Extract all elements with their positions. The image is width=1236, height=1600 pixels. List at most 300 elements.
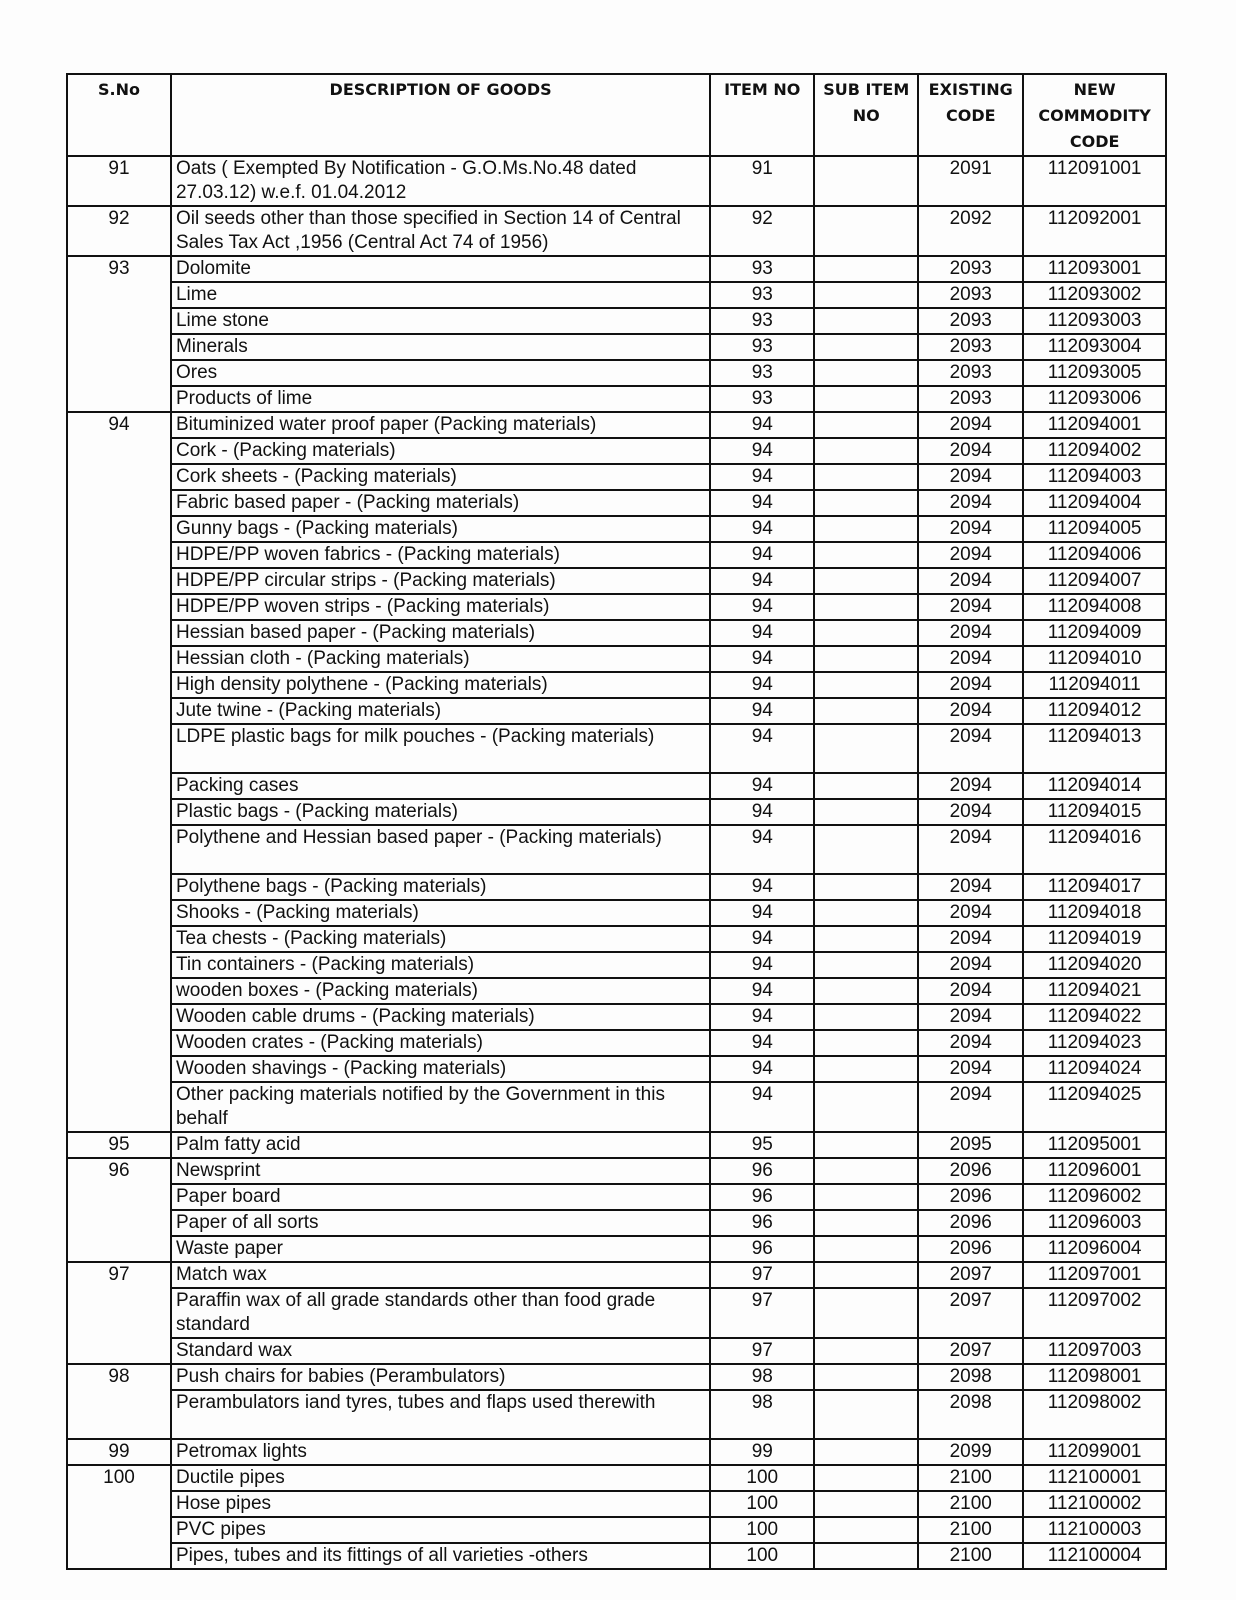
item-no-cell: 93 <box>710 308 814 334</box>
existing-code-cell: 2094 <box>918 724 1023 773</box>
new-commodity-code-cell: 112096004 <box>1023 1236 1166 1262</box>
new-commodity-code-cell: 112094013 <box>1023 724 1166 773</box>
header-sub-item-no: SUB ITEM NO <box>814 74 918 156</box>
table-row <box>67 1030 1166 1056</box>
sub-item-no-cell <box>814 360 918 386</box>
sub-item-no-cell <box>814 825 918 874</box>
description-cell: Ores <box>171 360 710 386</box>
sub-item-no-cell <box>814 799 918 825</box>
sno-cell <box>67 1390 171 1439</box>
new-commodity-code-cell: 112094002 <box>1023 438 1166 464</box>
new-commodity-code-cell: 112097003 <box>1023 1338 1166 1364</box>
description-cell: Ductile pipes <box>171 1465 710 1491</box>
item-no-cell: 94 <box>710 799 814 825</box>
sub-item-no-cell <box>814 568 918 594</box>
table-row <box>67 1543 1166 1569</box>
item-no-cell: 96 <box>710 1158 814 1184</box>
existing-code-cell: 2094 <box>918 542 1023 568</box>
item-no-cell: 94 <box>710 516 814 542</box>
existing-code-cell: 2096 <box>918 1210 1023 1236</box>
new-commodity-code-cell: 112095001 <box>1023 1132 1166 1158</box>
description-cell: Palm fatty acid <box>171 1132 710 1158</box>
existing-code-cell: 2094 <box>918 568 1023 594</box>
item-no-cell: 97 <box>710 1288 814 1338</box>
item-no-cell: 94 <box>710 568 814 594</box>
new-commodity-code-cell: 112094005 <box>1023 516 1166 542</box>
sub-item-no-cell <box>814 672 918 698</box>
description-cell: Packing cases <box>171 773 710 799</box>
sub-item-no-cell <box>814 1390 918 1439</box>
description-cell: Petromax lights <box>171 1439 710 1465</box>
description-cell: HDPE/PP circular strips - (Packing materials) <box>171 568 710 594</box>
sub-item-no-cell <box>814 1364 918 1390</box>
item-no-cell: 94 <box>710 594 814 620</box>
item-no-cell: 93 <box>710 360 814 386</box>
item-no-cell: 94 <box>710 825 814 874</box>
table-row <box>67 386 1166 412</box>
existing-code-cell: 2094 <box>918 1004 1023 1030</box>
existing-code-cell: 2098 <box>918 1364 1023 1390</box>
new-commodity-code-cell: 112094007 <box>1023 568 1166 594</box>
sno-cell: 93 <box>67 256 171 282</box>
description-cell: HDPE/PP woven fabrics - (Packing materials) <box>171 542 710 568</box>
sno-cell <box>67 724 171 773</box>
sno-cell <box>67 698 171 724</box>
sno-cell <box>67 542 171 568</box>
sub-item-no-cell <box>814 594 918 620</box>
description-cell: Jute twine - (Packing materials) <box>171 698 710 724</box>
description-cell: HDPE/PP woven strips - (Packing materials) <box>171 594 710 620</box>
new-commodity-code-cell: 112097001 <box>1023 1262 1166 1288</box>
sub-item-no-cell <box>814 516 918 542</box>
item-no-cell: 94 <box>710 464 814 490</box>
table-row <box>67 874 1166 900</box>
new-commodity-code-cell: 112100004 <box>1023 1543 1166 1569</box>
new-commodity-code-cell: 112096003 <box>1023 1210 1166 1236</box>
description-cell: Hose pipes <box>171 1491 710 1517</box>
item-no-cell: 100 <box>710 1543 814 1569</box>
sno-cell <box>67 1056 171 1082</box>
new-commodity-code-cell: 112099001 <box>1023 1439 1166 1465</box>
sub-item-no-cell <box>814 542 918 568</box>
existing-code-cell: 2097 <box>918 1338 1023 1364</box>
table-row <box>67 1132 1166 1158</box>
sub-item-no-cell <box>814 156 918 206</box>
new-commodity-code-cell: 112098002 <box>1023 1390 1166 1439</box>
sno-cell <box>67 672 171 698</box>
table-row <box>67 773 1166 799</box>
sub-item-no-cell <box>814 1543 918 1569</box>
existing-code-cell: 2094 <box>918 698 1023 724</box>
existing-code-cell: 2096 <box>918 1158 1023 1184</box>
new-commodity-code-cell: 112094018 <box>1023 900 1166 926</box>
existing-code-cell: 2100 <box>918 1491 1023 1517</box>
table-row <box>67 952 1166 978</box>
table-row <box>67 1184 1166 1210</box>
item-no-cell: 97 <box>710 1262 814 1288</box>
existing-code-cell: 2099 <box>918 1439 1023 1465</box>
new-commodity-code-cell: 112097002 <box>1023 1288 1166 1338</box>
sub-item-no-cell <box>814 620 918 646</box>
new-commodity-code-cell: 112093006 <box>1023 386 1166 412</box>
sub-item-no-cell <box>814 1288 918 1338</box>
table-row <box>67 256 1166 282</box>
table-row <box>67 282 1166 308</box>
description-cell: Polythene and Hessian based paper - (Packing materials) <box>171 825 710 874</box>
new-commodity-code-cell: 112093004 <box>1023 334 1166 360</box>
sub-item-no-cell <box>814 952 918 978</box>
existing-code-cell: 2094 <box>918 412 1023 438</box>
item-no-cell: 93 <box>710 256 814 282</box>
existing-code-cell: 2096 <box>918 1184 1023 1210</box>
commodity-code-table <box>66 73 1167 1570</box>
table-row <box>67 568 1166 594</box>
description-cell: Other packing materials notified by the Government in this behalf <box>171 1082 710 1132</box>
table-row <box>67 1517 1166 1543</box>
sno-cell <box>67 308 171 334</box>
existing-code-cell: 2094 <box>918 438 1023 464</box>
table-row <box>67 799 1166 825</box>
table-row <box>67 1364 1166 1390</box>
sub-item-no-cell <box>814 900 918 926</box>
sno-cell <box>67 825 171 874</box>
new-commodity-code-cell: 112096002 <box>1023 1184 1166 1210</box>
sub-item-no-cell <box>814 282 918 308</box>
sub-item-no-cell <box>814 773 918 799</box>
sno-cell <box>67 490 171 516</box>
table-row <box>67 646 1166 672</box>
description-cell: Pipes, tubes and its fittings of all varieties -others <box>171 1543 710 1569</box>
existing-code-cell: 2094 <box>918 978 1023 1004</box>
description-cell: Tea chests - (Packing materials) <box>171 926 710 952</box>
table-row <box>67 1338 1166 1364</box>
new-commodity-code-cell: 112094016 <box>1023 825 1166 874</box>
existing-code-cell: 2094 <box>918 1030 1023 1056</box>
sub-item-no-cell <box>814 308 918 334</box>
table-row <box>67 438 1166 464</box>
item-no-cell: 94 <box>710 978 814 1004</box>
new-commodity-code-cell: 112094020 <box>1023 952 1166 978</box>
description-cell: Lime stone <box>171 308 710 334</box>
sub-item-no-cell <box>814 1338 918 1364</box>
item-no-cell: 93 <box>710 282 814 308</box>
item-no-cell: 94 <box>710 1056 814 1082</box>
description-cell: Match wax <box>171 1262 710 1288</box>
sub-item-no-cell <box>814 724 918 773</box>
table-row <box>67 1390 1166 1439</box>
new-commodity-code-cell: 112093001 <box>1023 256 1166 282</box>
sno-cell: 94 <box>67 412 171 438</box>
sub-item-no-cell <box>814 698 918 724</box>
existing-code-cell: 2094 <box>918 874 1023 900</box>
sno-cell <box>67 874 171 900</box>
new-commodity-code-cell: 112094008 <box>1023 594 1166 620</box>
sno-cell: 97 <box>67 1262 171 1288</box>
table-row <box>67 1465 1166 1491</box>
description-cell: Paraffin wax of all grade standards other than food grade standard <box>171 1288 710 1338</box>
item-no-cell: 100 <box>710 1491 814 1517</box>
existing-code-cell: 2094 <box>918 646 1023 672</box>
table-row <box>67 1158 1166 1184</box>
table-row <box>67 620 1166 646</box>
description-cell: Paper of all sorts <box>171 1210 710 1236</box>
item-no-cell: 96 <box>710 1184 814 1210</box>
description-cell: Dolomite <box>171 256 710 282</box>
sub-item-no-cell <box>814 646 918 672</box>
table-row <box>67 1004 1166 1030</box>
description-cell: Shooks - (Packing materials) <box>171 900 710 926</box>
new-commodity-code-cell: 112094003 <box>1023 464 1166 490</box>
sub-item-no-cell <box>814 926 918 952</box>
item-no-cell: 98 <box>710 1364 814 1390</box>
sno-cell <box>67 773 171 799</box>
item-no-cell: 94 <box>710 620 814 646</box>
table-row <box>67 1491 1166 1517</box>
existing-code-cell: 2100 <box>918 1465 1023 1491</box>
table-row <box>67 926 1166 952</box>
sno-cell <box>67 334 171 360</box>
new-commodity-code-cell: 112096001 <box>1023 1158 1166 1184</box>
new-commodity-code-cell: 112100003 <box>1023 1517 1166 1543</box>
table-row <box>67 206 1166 256</box>
sub-item-no-cell <box>814 412 918 438</box>
item-no-cell: 96 <box>710 1236 814 1262</box>
existing-code-cell: 2094 <box>918 773 1023 799</box>
existing-code-cell: 2094 <box>918 672 1023 698</box>
item-no-cell: 94 <box>710 490 814 516</box>
description-cell: Lime <box>171 282 710 308</box>
item-no-cell: 91 <box>710 156 814 206</box>
sno-cell <box>67 1338 171 1364</box>
existing-code-cell: 2094 <box>918 900 1023 926</box>
existing-code-cell: 2094 <box>918 825 1023 874</box>
table-row <box>67 594 1166 620</box>
sub-item-no-cell <box>814 1491 918 1517</box>
item-no-cell: 94 <box>710 438 814 464</box>
existing-code-cell: 2093 <box>918 386 1023 412</box>
sno-cell <box>67 620 171 646</box>
sub-item-no-cell <box>814 1132 918 1158</box>
description-cell: Newsprint <box>171 1158 710 1184</box>
description-cell: PVC pipes <box>171 1517 710 1543</box>
sub-item-no-cell <box>814 1056 918 1082</box>
sub-item-no-cell <box>814 256 918 282</box>
existing-code-cell: 2094 <box>918 1082 1023 1132</box>
sno-cell <box>67 646 171 672</box>
item-no-cell: 94 <box>710 412 814 438</box>
table-row <box>67 334 1166 360</box>
item-no-cell: 92 <box>710 206 814 256</box>
table-row <box>67 900 1166 926</box>
new-commodity-code-cell: 112094004 <box>1023 490 1166 516</box>
sno-cell <box>67 926 171 952</box>
description-cell: Oil seeds other than those specified in Section 14 of Central Sales Tax Act ,1956 (Central Act 74 of 1956) <box>171 206 710 256</box>
description-cell: wooden boxes - (Packing materials) <box>171 978 710 1004</box>
item-no-cell: 94 <box>710 1082 814 1132</box>
new-commodity-code-cell: 112094010 <box>1023 646 1166 672</box>
sub-item-no-cell <box>814 464 918 490</box>
description-cell: Tin containers - (Packing materials) <box>171 952 710 978</box>
description-cell: Products of lime <box>171 386 710 412</box>
table-row <box>67 698 1166 724</box>
description-cell: LDPE plastic bags for milk pouches - (Packing materials) <box>171 724 710 773</box>
item-no-cell: 94 <box>710 1004 814 1030</box>
sno-cell <box>67 1543 171 1569</box>
existing-code-cell: 2093 <box>918 334 1023 360</box>
sno-cell <box>67 386 171 412</box>
description-cell: Push chairs for babies (Perambulators) <box>171 1364 710 1390</box>
existing-code-cell: 2094 <box>918 464 1023 490</box>
sno-cell <box>67 1004 171 1030</box>
new-commodity-code-cell: 112094001 <box>1023 412 1166 438</box>
existing-code-cell: 2094 <box>918 620 1023 646</box>
table-row <box>67 1262 1166 1288</box>
sub-item-no-cell <box>814 438 918 464</box>
existing-code-cell: 2093 <box>918 308 1023 334</box>
new-commodity-code-cell: 112094009 <box>1023 620 1166 646</box>
table-row <box>67 412 1166 438</box>
existing-code-cell: 2094 <box>918 799 1023 825</box>
table-header-row <box>67 74 1166 156</box>
existing-code-cell: 2094 <box>918 516 1023 542</box>
description-cell: Wooden cable drums - (Packing materials) <box>171 1004 710 1030</box>
sub-item-no-cell <box>814 874 918 900</box>
sno-cell <box>67 1184 171 1210</box>
sub-item-no-cell <box>814 206 918 256</box>
item-no-cell: 94 <box>710 672 814 698</box>
table-row <box>67 156 1166 206</box>
description-cell: Standard wax <box>171 1338 710 1364</box>
existing-code-cell: 2096 <box>918 1236 1023 1262</box>
existing-code-cell: 2095 <box>918 1132 1023 1158</box>
item-no-cell: 94 <box>710 1030 814 1056</box>
sub-item-no-cell <box>814 1082 918 1132</box>
sub-item-no-cell <box>814 1517 918 1543</box>
table-row <box>67 825 1166 874</box>
header-existing-code: EXISTING CODE <box>918 74 1023 156</box>
sno-cell <box>67 438 171 464</box>
sno-cell: 99 <box>67 1439 171 1465</box>
item-no-cell: 94 <box>710 542 814 568</box>
sub-item-no-cell <box>814 490 918 516</box>
table-row <box>67 1439 1166 1465</box>
new-commodity-code-cell: 112094017 <box>1023 874 1166 900</box>
sno-cell: 96 <box>67 1158 171 1184</box>
description-cell: Polythene bags - (Packing materials) <box>171 874 710 900</box>
existing-code-cell: 2094 <box>918 594 1023 620</box>
sno-cell <box>67 952 171 978</box>
sub-item-no-cell <box>814 334 918 360</box>
new-commodity-code-cell: 112100002 <box>1023 1491 1166 1517</box>
item-no-cell: 94 <box>710 724 814 773</box>
sno-cell: 92 <box>67 206 171 256</box>
item-no-cell: 95 <box>710 1132 814 1158</box>
sno-cell <box>67 1210 171 1236</box>
description-cell: Cork sheets - (Packing materials) <box>171 464 710 490</box>
description-cell: Wooden crates - (Packing materials) <box>171 1030 710 1056</box>
existing-code-cell: 2094 <box>918 490 1023 516</box>
item-no-cell: 93 <box>710 386 814 412</box>
item-no-cell: 100 <box>710 1465 814 1491</box>
sno-cell <box>67 900 171 926</box>
sno-cell <box>67 1288 171 1338</box>
table-row <box>67 360 1166 386</box>
table-row <box>67 308 1166 334</box>
sno-cell <box>67 799 171 825</box>
header-item-no: ITEM NO <box>710 74 814 156</box>
item-no-cell: 97 <box>710 1338 814 1364</box>
existing-code-cell: 2097 <box>918 1262 1023 1288</box>
table-row <box>67 1210 1166 1236</box>
new-commodity-code-cell: 112094021 <box>1023 978 1166 1004</box>
new-commodity-code-cell: 112094011 <box>1023 672 1166 698</box>
item-no-cell: 94 <box>710 900 814 926</box>
existing-code-cell: 2093 <box>918 256 1023 282</box>
table-row <box>67 1056 1166 1082</box>
description-cell: Oats ( Exempted By Notification - G.O.Ms.No.48 dated 27.03.12) w.e.f. 01.04.2012 <box>171 156 710 206</box>
new-commodity-code-cell: 112094023 <box>1023 1030 1166 1056</box>
new-commodity-code-cell: 112094014 <box>1023 773 1166 799</box>
item-no-cell: 93 <box>710 334 814 360</box>
sno-cell: 98 <box>67 1364 171 1390</box>
sno-cell: 100 <box>67 1465 171 1491</box>
new-commodity-code-cell: 112098001 <box>1023 1364 1166 1390</box>
existing-code-cell: 2094 <box>918 1056 1023 1082</box>
new-commodity-code-cell: 112094022 <box>1023 1004 1166 1030</box>
header-new-commodity-code: NEW COMMODITY CODE <box>1023 74 1166 156</box>
header-sno: S.No <box>67 74 171 156</box>
existing-code-cell: 2100 <box>918 1543 1023 1569</box>
sno-cell <box>67 978 171 1004</box>
description-cell: Cork - (Packing materials) <box>171 438 710 464</box>
sub-item-no-cell <box>814 1184 918 1210</box>
sub-item-no-cell <box>814 386 918 412</box>
item-no-cell: 94 <box>710 773 814 799</box>
header-description: DESCRIPTION OF GOODS <box>171 74 710 156</box>
existing-code-cell: 2093 <box>918 282 1023 308</box>
sub-item-no-cell <box>814 1004 918 1030</box>
existing-code-cell: 2093 <box>918 360 1023 386</box>
description-cell: Perambulators iand tyres, tubes and flaps used therewith <box>171 1390 710 1439</box>
sno-cell <box>67 1030 171 1056</box>
description-cell: Gunny bags - (Packing materials) <box>171 516 710 542</box>
sno-cell: 95 <box>67 1132 171 1158</box>
table-row <box>67 1236 1166 1262</box>
sub-item-no-cell <box>814 1030 918 1056</box>
existing-code-cell: 2094 <box>918 926 1023 952</box>
sno-cell <box>67 1517 171 1543</box>
table-row <box>67 516 1166 542</box>
sno-cell <box>67 282 171 308</box>
sub-item-no-cell <box>814 1439 918 1465</box>
sub-item-no-cell <box>814 1236 918 1262</box>
sub-item-no-cell <box>814 1158 918 1184</box>
new-commodity-code-cell: 112093002 <box>1023 282 1166 308</box>
new-commodity-code-cell: 112092001 <box>1023 206 1166 256</box>
item-no-cell: 98 <box>710 1390 814 1439</box>
table-row <box>67 1082 1166 1132</box>
table-row <box>67 724 1166 773</box>
item-no-cell: 99 <box>710 1439 814 1465</box>
description-cell: Paper board <box>171 1184 710 1210</box>
sno-cell <box>67 516 171 542</box>
item-no-cell: 100 <box>710 1517 814 1543</box>
existing-code-cell: 2094 <box>918 952 1023 978</box>
item-no-cell: 96 <box>710 1210 814 1236</box>
existing-code-cell: 2092 <box>918 206 1023 256</box>
sub-item-no-cell <box>814 978 918 1004</box>
sub-item-no-cell <box>814 1262 918 1288</box>
